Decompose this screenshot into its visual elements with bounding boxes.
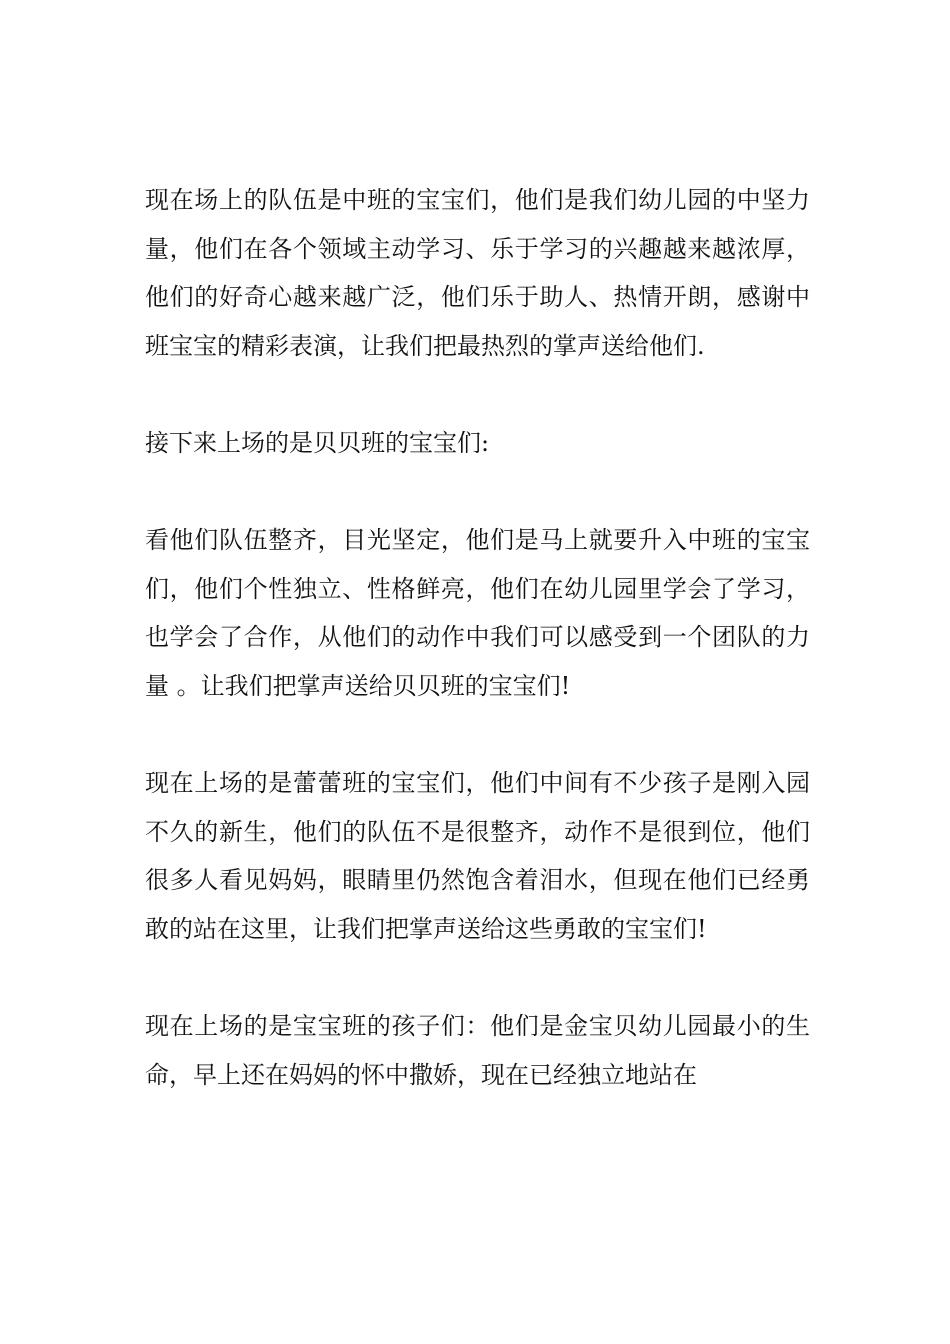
paragraph-middle-class: 现在场上的队伍是中班的宝宝们，他们是我们幼儿园的中坚力量，他们在各个领域主动学习、乐于学习的兴趣越来越浓厚，他们的好奇心越来越广泛，他们乐于助人、热情开朗，感谢中班宝宝的精彩表演，让我们把最热烈的掌声送给他们. <box>145 186 810 360</box>
paragraph-leilei-class: 现在上场的是蕾蕾班的宝宝们，他们中间有不少孩子是刚入园不久的新生，他们的队伍不是很整齐，动作不是很到位，他们很多人看见妈妈，眼睛里仍然饱含着泪水，但现在他们已经勇敢的站在这里，让我们把掌声送给这些勇敢的宝宝们! <box>145 769 810 943</box>
document-body <box>145 176 810 1148</box>
paragraph-beibei-class: 看他们队伍整齐，目光坚定，他们是马上就要升入中班的宝宝们，他们个性独立、性格鲜亮，他们在幼儿园里学会了学习，也学会了合作，从他们的动作中我们可以感受到一个团队的力量 。让我们把掌声送给贝贝班的宝宝们! <box>145 526 810 700</box>
paragraph-beibei-intro: 接下来上场的是贝贝班的宝宝们: <box>145 428 490 457</box>
paragraph-baobao-class: 现在上场的是宝宝班的孩子们：他们是金宝贝幼儿园最小的生命，早上还在妈妈的怀中撒娇，现在已经独立地站在 <box>145 1012 810 1089</box>
